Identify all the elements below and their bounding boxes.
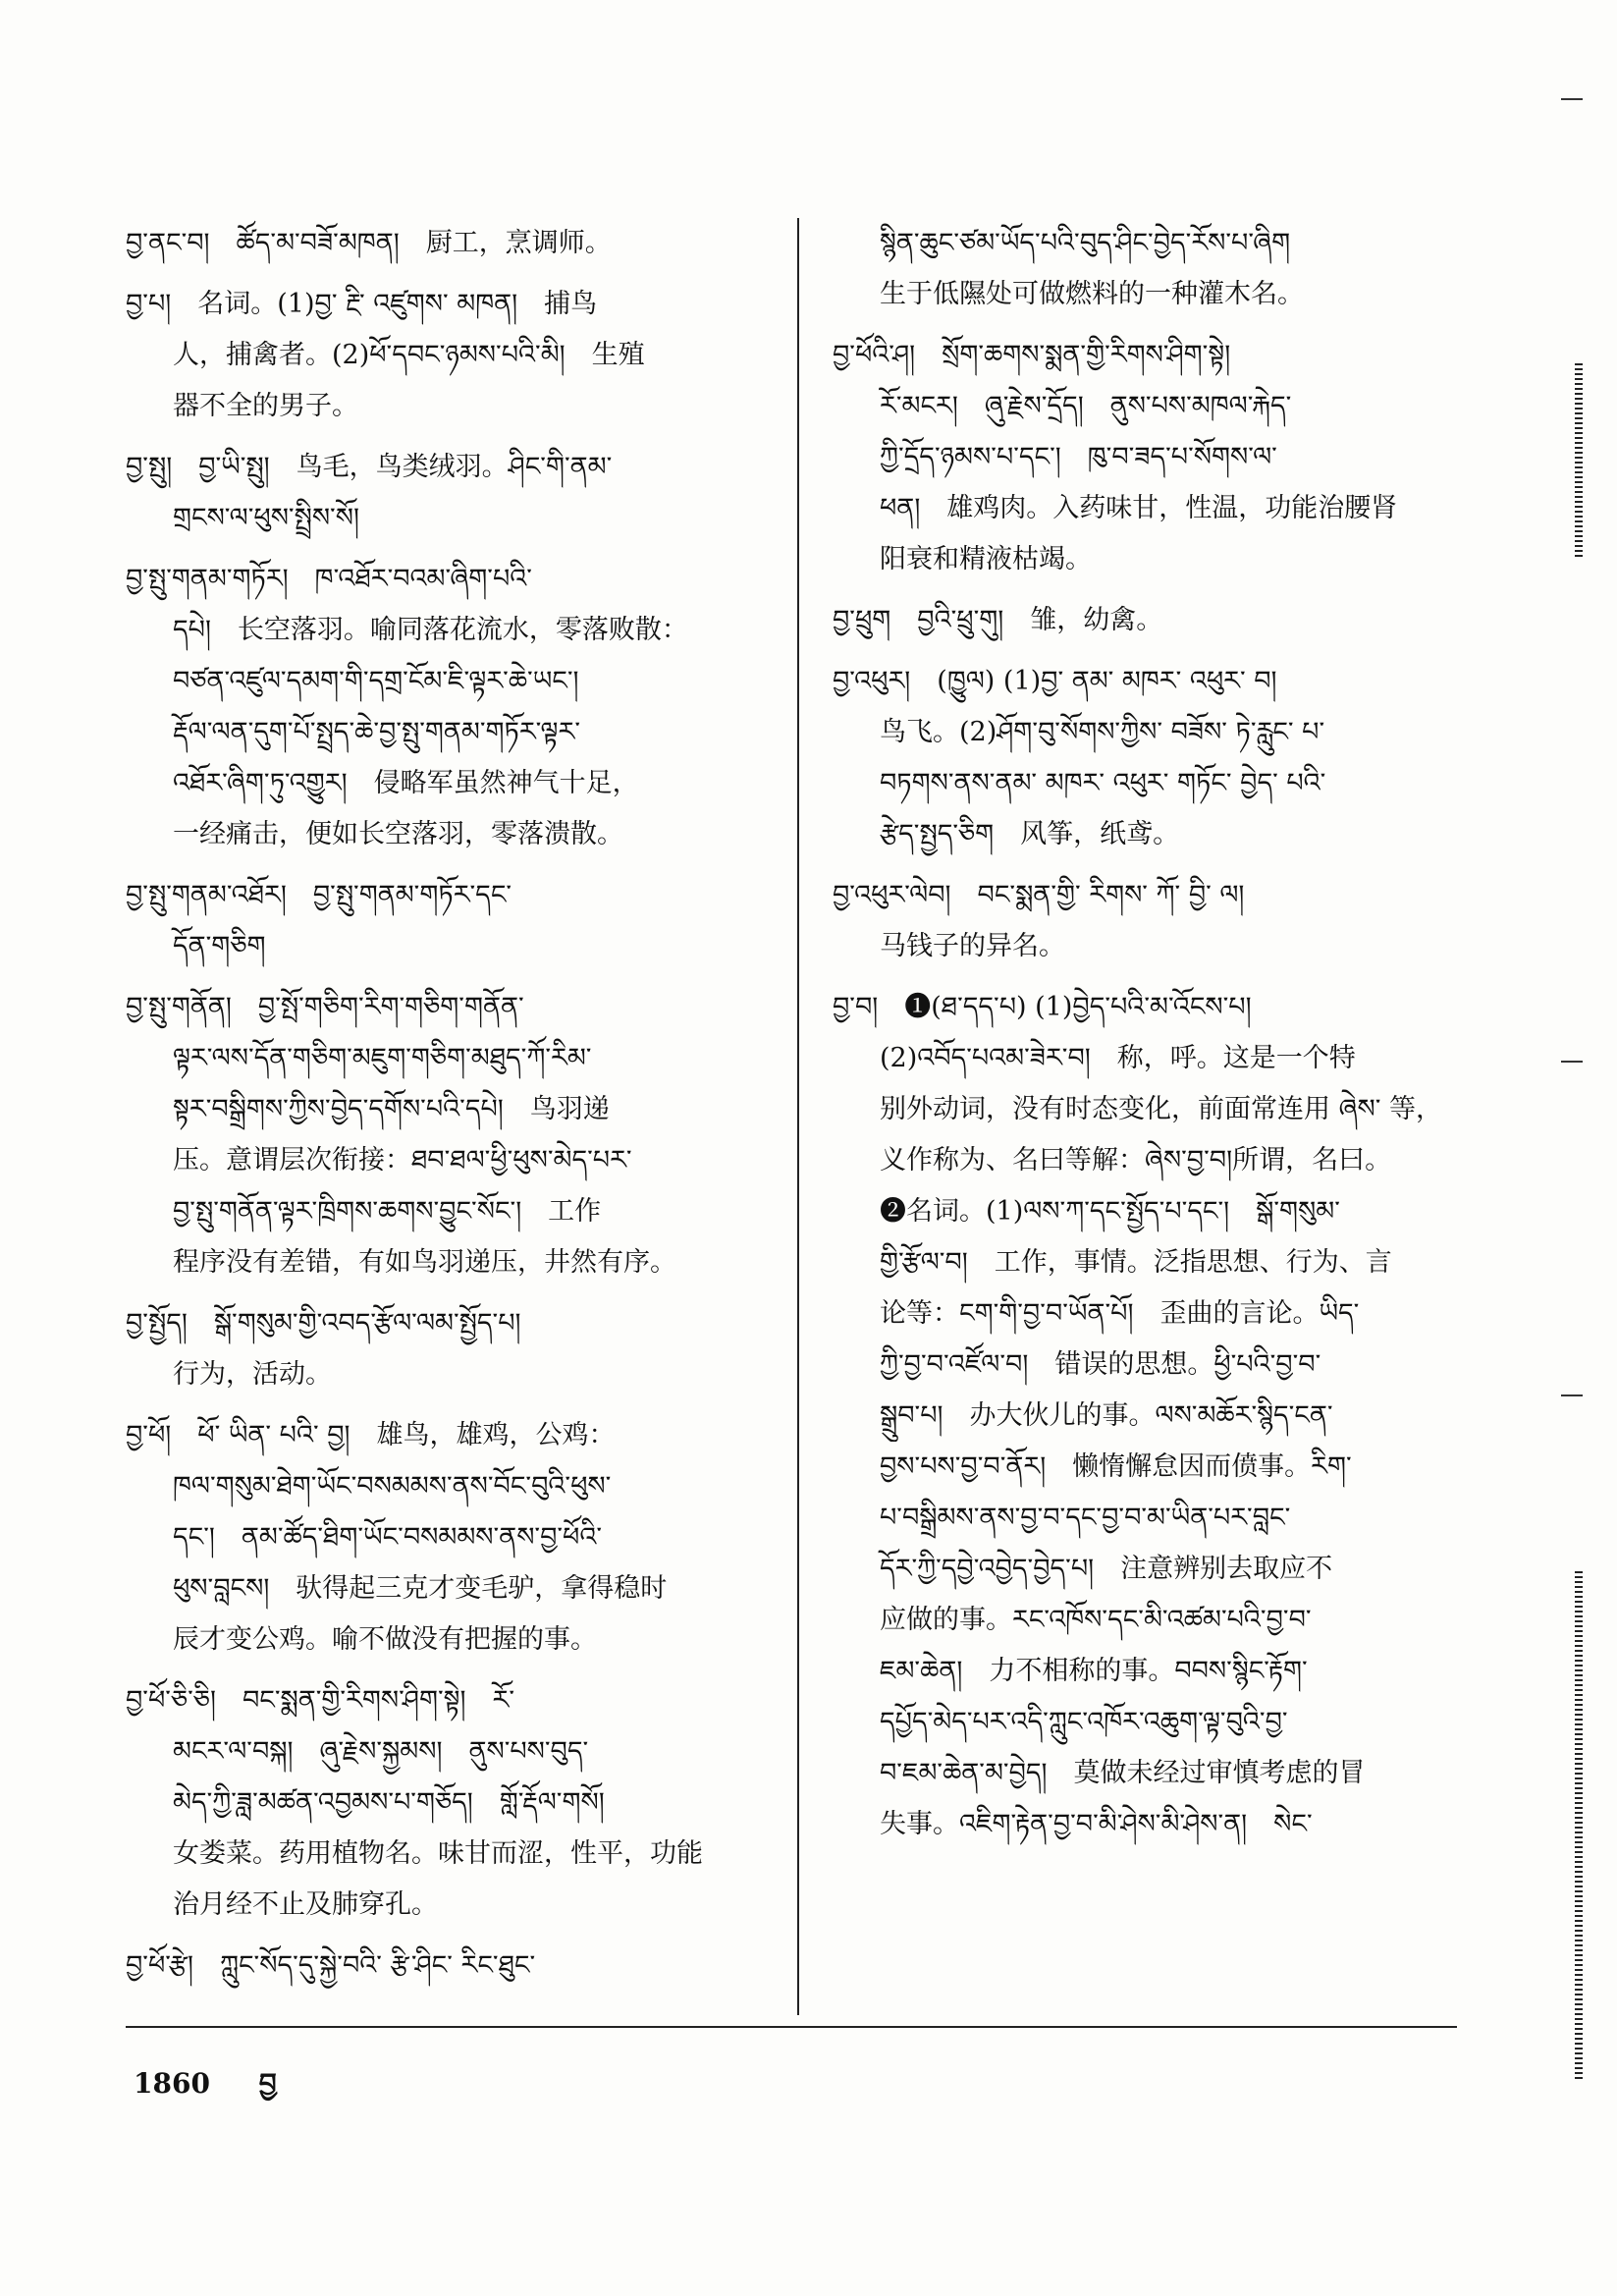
entry-line: བཙན་འཛུལ་དམག་གི་དགྲ་ངོམ་ཇི་ལྟར་ཆེ་ཡང་། xyxy=(173,666,579,696)
entry-line: དཔེ། 长空落羽。喻同落花流水，零落败散： xyxy=(173,615,688,645)
entry-line: བྱ་སྤུ་གནོན་ལྟར་ཁྲིགས་ཆགས་བྱུང་སོང་། 工作 xyxy=(173,1196,602,1227)
entry-line: 阳衰和精液枯竭。 xyxy=(880,544,1092,574)
entry-line: བྱས་པས་བྱ་བ་ནོར། 懒惰懈怠因而偾事。རིག་ xyxy=(880,1451,1352,1482)
entry-line: བྱ་ཕོ། ཕོ་ ཡིན་ པའི་ བྱ། 雄鸟，雄鸡，公鸡： xyxy=(126,1420,616,1450)
left-column xyxy=(126,218,776,2001)
entry-line: བྱ་ཕོ་ཅི་ཅི། བང་སྨན་གྱི་རིགས་ཤིག་སྟེ། རོ་ xyxy=(126,1685,515,1716)
entry-line: བྱ་ཕྲུག བྱའི་ཕྲུ་གུ། 雏，幼禽。 xyxy=(833,605,1163,635)
entry-line: ཇམ་ཆེན། 力不相称的事。བབས་སྙིང་རྟོག་ xyxy=(880,1656,1308,1686)
entry-line: བ་ཇམ་ཆེན་མ་བྱེད། 莫做未经过审慎考虑的冒 xyxy=(880,1758,1366,1788)
entry-line: 失事。འཇིག་རྟེན་བྱ་བ་མི་ཤེས་མི་ཤེས་ན། སེང་ xyxy=(880,1809,1313,1839)
entry-line: འཐོར་ཞིག་ཏུ་འགྱུར། 侵略军虽然神气十足， xyxy=(173,768,639,798)
entry-line: བྱ་སྤུ་གནམ་འཐོར། བྱ་སྤུ་གནམ་གཏོར་དང་ xyxy=(126,880,512,910)
page-edge-mark xyxy=(1575,1571,1583,2082)
entry-line: རོ་མངར། ཞུ་རྗེས་དྲོད། ནུས་པས་མཁལ་རྐེད་ xyxy=(880,391,1292,421)
entry-line: བཏགས་ནས་ནམ་ མཁར་ འཕུར་ གཏོང་ བྱེད་ པའི་ xyxy=(880,768,1326,798)
entry-line: 辰才变公鸡。喻不做没有把握的事。 xyxy=(173,1624,597,1655)
entry-line: གྲངས་ལ་ཕུས་སྤྲིས་སོ། xyxy=(173,503,359,533)
entry-line: 压。意谓层次衔接：ཐབ་ཐལ་ཕྱི་ཕུས་མེད་པར་ xyxy=(173,1145,632,1175)
entry-line: མངར་ལ་བསྐ། ཞུ་རྗེས་སྐྱམས། ནུས་པས་བུད་ xyxy=(173,1736,589,1767)
entry-line: 程序没有差错，有如鸟羽递压，井然有序。 xyxy=(173,1247,676,1278)
right-column xyxy=(833,218,1471,1860)
page-edge-mark xyxy=(1575,363,1583,560)
entry-line: ཀྱི་བྱ་བ་འཛོལ་བ། 错误的思想。ཕྱི་པའི་བྱ་བ་ xyxy=(880,1349,1321,1380)
entry-line: 别外动词，没有时态变化，前面常连用 ཞེས་ 等， xyxy=(880,1094,1442,1124)
dictionary-entry xyxy=(833,595,1471,646)
entry-line: 女娄菜。药用植物名。味甘而涩，性平，功能 xyxy=(173,1838,703,1869)
dictionary-entry xyxy=(126,554,776,860)
page-edge-tick xyxy=(1561,1061,1583,1063)
dictionary-entry xyxy=(126,1941,776,1992)
entry-line: པ་བསྒྲིམས་ནས་བྱ་བ་དང་བྱ་བ་མ་ཡིན་པར་བླང་ xyxy=(880,1503,1291,1533)
dictionary-entry xyxy=(126,279,776,432)
entry-line: ཕན། 雄鸡肉。入药味甘，性温，功能治腰肾 xyxy=(880,493,1398,523)
column-divider xyxy=(797,218,799,2015)
entry-line: ལྟར་ལས་དོན་གཅིག་མཇུག་གཅིག་མཐུད་ཀོ་རིམ་ xyxy=(173,1043,592,1073)
page-edge-tick xyxy=(1561,1394,1583,1396)
entry-line: བྱ་སྤུ་གནོན། བྱ་སྤོ་གཅིག་རིག་གཅིག་གནོན་ xyxy=(126,992,524,1022)
entry-line: མེད་ཀྱི་ཟླ་མཚན་འབྱམས་པ་གཅོད། གློ་རྡོལ་གསོ། xyxy=(173,1787,605,1818)
entry-line: བྱ་སྤྱོད། སྒོ་གསུམ་གྱི་འབད་རྩོལ་ལམ་སྤྱོད་པ། xyxy=(126,1308,521,1339)
entry-line: 义作称为、名曰等解：ཞེས་བྱ་བ།所谓，名曰。 xyxy=(880,1145,1392,1175)
entry-line: སྟར་བསྒྲིགས་ཀྱིས་བྱེད་དགོས་པའི་དཔེ། 鸟羽递 xyxy=(173,1094,610,1124)
entry-line: བྱ་སྤུ་གནམ་གཏོར། ཁ་འཐོར་བའམ་ཞིག་པའི་ xyxy=(126,564,532,594)
dictionary-entry xyxy=(833,330,1471,585)
section-letter: བྱ xyxy=(258,2067,277,2100)
entry-line: 治月经不止及肺穿孔。 xyxy=(173,1889,438,1920)
page-footer xyxy=(134,2052,316,2130)
entry-line: སྙིན་ཆུང་ཙམ་ཡོད་པའི་བུད་ཤིང་བྱེད་རོས་པ་ཞིག xyxy=(880,228,1291,258)
entry-line: 生于低隰处可做燃料的一种灌木名。 xyxy=(880,279,1304,309)
entry-line: 马钱子的异名。 xyxy=(880,931,1065,961)
entry-line: གྱི་རྩོལ་བ། 工作，事情。泛指思想、行为、言 xyxy=(880,1247,1392,1278)
entry-line: རྩེད་སྤྱད་ཅིག 风筝，纸鸢。 xyxy=(880,819,1180,849)
entry-line: བྱ་པ། 名词。(1)བྱ་ རྔི་ འཛུགས་ མཁན། 捕鸟 xyxy=(126,289,598,319)
entry-line: བྱ་ཕོ་རྩེ། ཀླུང་སོད་དུ་སྐྱེ་བའི་ རྩི་ཤིང་ རིང་ཐུང་ xyxy=(126,1950,536,1981)
dictionary-entry xyxy=(126,1298,776,1400)
entry-line: 人，捕禽者。(2)ཕོ་དབང་ཉམས་པའི་མི། 生殖 xyxy=(173,340,645,370)
dictionary-entry xyxy=(126,1675,776,1931)
entry-line: དང་། ནམ་ཚོད་ཐིག་ཡོང་བསམམས་ནས་བྱ་ཕོའི་ xyxy=(173,1522,603,1553)
entry-line: 行为，活动。 xyxy=(173,1359,332,1390)
dictionary-entry xyxy=(126,982,776,1288)
entry-line: བྱ་འཕུར། (ཁྱུལ) (1)བྱ་ ནམ་ མཁར་ འཕུར་ བ། xyxy=(833,666,1277,696)
entry-line: དོར་ཀྱི་དབྱེ་འབྱེད་བྱེད་པ། 注意辨别去取应不 xyxy=(880,1554,1333,1584)
dictionary-entry xyxy=(126,870,776,972)
entry-line: 鸟飞。(2)ཤོག་བུ་སོགས་ཀྱིས་ བཟོས་ ཏེ་རླུང་ པ་ xyxy=(880,717,1325,747)
dictionary-entry xyxy=(833,218,1471,320)
page-number: 1860 xyxy=(134,2067,210,2100)
entry-line: བྱ་སྤུ། བྱ་ཡི་སྤུ། 鸟毛，鸟类绒羽。ཤིང་གི་ནམ་ xyxy=(126,452,613,482)
entry-line: (2)འབོད་པའམ་ཟེར་བ། 称，呼。这是一个特 xyxy=(880,1043,1356,1073)
page-edge-tick xyxy=(1561,98,1583,100)
entry-line: 应做的事。རང་འཁོས་དང་མི་འཚམ་པའི་བྱ་བ་ xyxy=(880,1605,1312,1635)
entry-line: བྱ་འཕུར་ལེབ། བང་སྨན་གྱི་ རིགས་ ཀོ་ བྱི་ ལ། xyxy=(833,880,1245,910)
entry-line: བྱ་བ། ❶(ཐ་དད་པ) (1)བྱེད་པའི་མ་འོངས་པ། xyxy=(833,992,1252,1022)
entry-line: བྱ་ནང་བ། ཚོད་མ་བཟོ་མཁན། 厨工，烹调师。 xyxy=(126,228,612,258)
dictionary-entry xyxy=(833,656,1471,860)
dictionary-entry xyxy=(833,982,1471,1850)
entry-line: ཁལ་གསུམ་ཐེག་ཡོང་བསམམས་ནས་བོང་བུའི་ཕུས་ xyxy=(173,1471,612,1502)
entry-line: རྡོལ་ལན་དུག་པོ་སྤྲད་ཆེ་བྱ་སྤུ་གནམ་གཏོར་ལྟར་ xyxy=(173,717,581,747)
entry-line: དཔྱོད་མེད་པར་འདི་ཀླུང་འཁོར་འཆུག་ལྟ་བུའི་བྱ་ xyxy=(880,1707,1288,1737)
dictionary-entry xyxy=(126,218,776,269)
entry-line: 器不全的男子。 xyxy=(173,391,358,421)
entry-line: དོན་གཅིག xyxy=(173,931,266,961)
entry-line: 一经痛击，便如长空落羽，零落溃散。 xyxy=(173,819,623,849)
entry-line: སྒྲུབ་པ། 办大伙儿的事。ལས་མཆོར་སྙིད་ངན་ xyxy=(880,1400,1333,1431)
entry-line: ❷名词。(1)ལས་ཀ་དང་སྤྱོད་པ་དང་། སྒོ་གསུམ་ xyxy=(880,1196,1340,1227)
dictionary-entry xyxy=(126,1410,776,1666)
entry-line: ཕུས་བླངས། 驮得起三克才变毛驴，拿得稳时 xyxy=(173,1573,668,1604)
entry-line: ཀྱི་དྲོད་ཉམས་པ་དང་། ཁུ་བ་ཟད་པ་སོགས་ལ་ xyxy=(880,442,1277,472)
footer-rule xyxy=(126,2026,1457,2028)
entry-line: བྱ་ཕོའི་ཤ། སྲོག་ཆགས་སྨན་གྱི་རིགས་ཤིག་སྟེ། xyxy=(833,340,1231,370)
entry-line: 论等：ངག་གི་བྱ་བ་ཡོན་པོ། 歪曲的言论。ཡིད་ xyxy=(880,1298,1360,1329)
dictionary-entry xyxy=(833,870,1471,972)
dictionary-entry xyxy=(126,442,776,544)
